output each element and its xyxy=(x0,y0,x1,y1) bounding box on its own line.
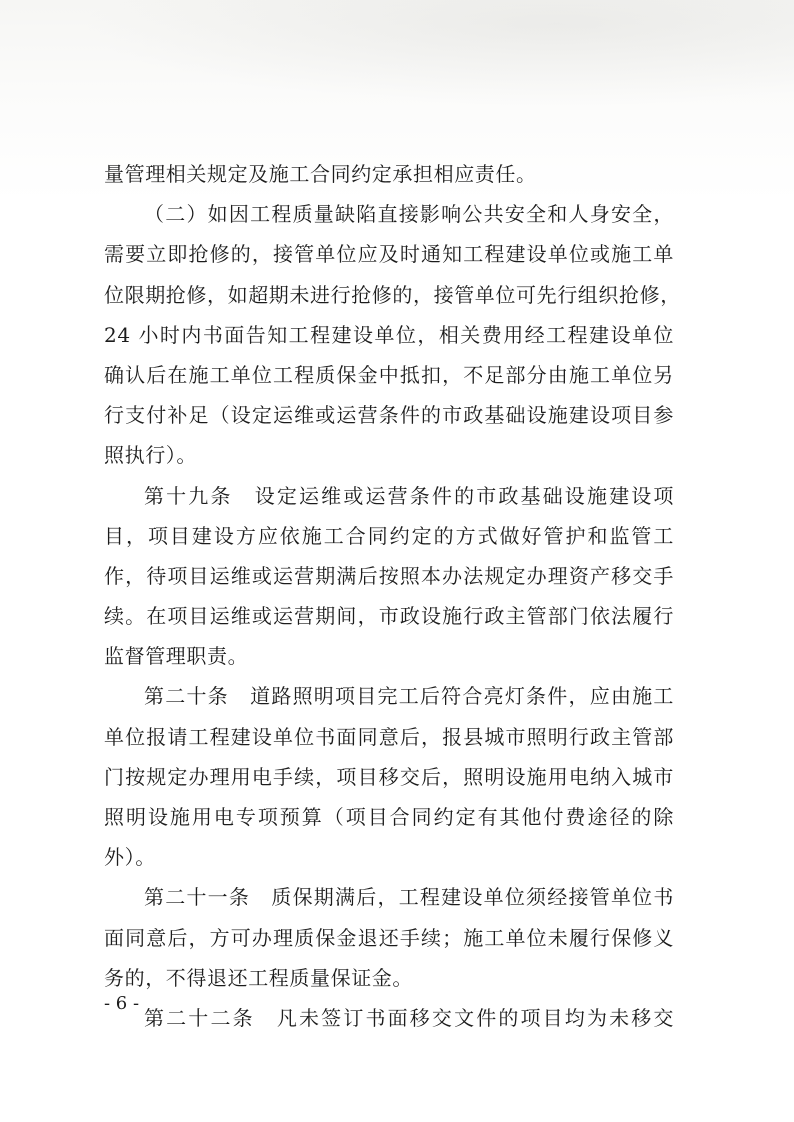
text-line: 确认后在施工单位工程质保金中抵扣，不足部分由施工单位另 xyxy=(104,362,674,387)
document-body xyxy=(104,154,681,1038)
text-line: 第二十二条 凡未签订书面移交文件的项目均为未移交 xyxy=(144,1005,674,1030)
text-line: 监督管理职责。 xyxy=(104,644,249,669)
text-line: 照明设施用电专项预算（项目合同约定有其他付费途径的除 xyxy=(104,805,674,829)
text-line: 第二十一条 质保期满后，工程建设单位须经接管单位书 xyxy=(144,885,674,910)
text-line: 行支付补足（设定运维或运营条件的市政基础设施建设项目参 xyxy=(104,403,674,428)
text-line: 第二十条 道路照明项目完工后符合亮灯条件，应由施工 xyxy=(144,684,674,709)
text-line: 续。在项目运维或运营期间，市政设施行政主管部门依法履行 xyxy=(104,604,674,629)
text-line: 面同意后，方可办理质保金退还手续；施工单位未履行保修义 xyxy=(104,925,674,950)
text-line: 目，项目建设方应依施工合同约定的方式做好管护和监管工 xyxy=(104,523,674,548)
text-line: 务的，不得退还工程质量保证金。 xyxy=(104,965,413,990)
page-number: - 6 - xyxy=(104,993,140,1014)
text-line: 作，待项目运维或运营期满后按照本办法规定办理资产移交手 xyxy=(104,563,674,588)
text-line: 外）。 xyxy=(104,845,156,870)
text-line: （二）如因工程质量缺陷直接影响公共安全和人身安全， xyxy=(144,202,674,227)
text-line: 24 小时内书面告知工程建设单位，相关费用经工程建设单位 xyxy=(104,322,674,347)
text-line: 照执行）。 xyxy=(104,443,197,468)
text-line: 单位报请工程建设单位书面同意后，报县城市照明行政主管部 xyxy=(104,724,674,749)
text-line: 量管理相关规定及施工合同约定承担相应责任。 xyxy=(104,162,537,186)
text-line: 位限期抢修，如超期未进行抢修的，接管单位可先行组织抢修， xyxy=(104,282,681,307)
scan-shading xyxy=(0,0,794,120)
text-line: 门按规定办理用电手续，项目移交后，照明设施用电纳入城市 xyxy=(104,764,674,789)
text-line: 需要立即抢修的，接管单位应及时通知工程建设单位或施工单 xyxy=(104,242,674,267)
text-line: 第十九条 设定运维或运营条件的市政基础设施建设项 xyxy=(144,483,674,508)
